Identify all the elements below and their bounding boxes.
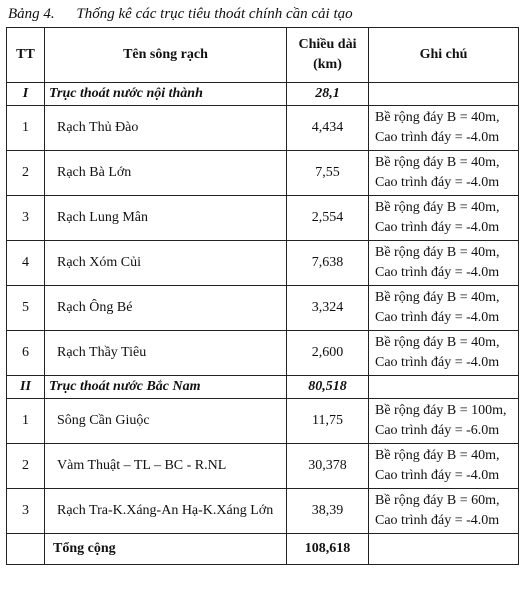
row-note-width: Bề rộng đáy B = 40m, [375,335,500,350]
total-row [7,534,519,565]
row-tt: 1 [7,106,45,151]
row-length: 2,600 [287,331,369,376]
row-note [369,151,519,196]
row-tt: 2 [7,151,45,196]
table-row [7,241,519,286]
row-note [369,331,519,376]
row-tt: 5 [7,286,45,331]
section-row [7,376,519,399]
row-note-width: Bề rộng đáy B = 100m, [375,403,507,418]
row-tt: 4 [7,241,45,286]
row-length: 3,324 [287,286,369,331]
row-note [369,106,519,151]
caption-number: Bảng 4. [8,6,55,22]
row-length: 11,75 [287,399,369,444]
header-length [287,28,369,83]
section-name: Trục thoát nước Bắc Nam [45,376,287,399]
row-name: Vàm Thuật – TL – BC - R.NL [45,444,287,489]
row-name: Rạch Tra-K.Xáng-An Hạ-K.Xáng Lớn [45,489,287,534]
row-note-width: Bề rộng đáy B = 40m, [375,448,500,463]
row-length: 2,554 [287,196,369,241]
row-name: Rạch Xóm Củi [45,241,287,286]
header-name: Tên sông rạch [45,28,287,83]
row-length: 30,378 [287,444,369,489]
table-row [7,399,519,444]
section-tt: II [7,376,45,399]
caption-title: Thống kê các trục tiêu thoát chính cần cải tạo [76,6,353,22]
total-label: Tổng cộng [45,534,287,565]
row-note-elevation: Cao trình đáy = -4.0m [375,130,500,145]
row-note-width: Bề rộng đáy B = 60m, [375,493,500,508]
row-name: Rạch Ông Bé [45,286,287,331]
row-name: Rạch Lung Mân [45,196,287,241]
table-row [7,286,519,331]
table-row [7,489,519,534]
row-note-width: Bề rộng đáy B = 40m, [375,200,500,215]
row-note-elevation: Cao trình đáy = -4.0m [375,355,500,370]
row-length: 7,55 [287,151,369,196]
drainage-table [6,27,519,565]
row-note [369,399,519,444]
row-name: Rạch Thủ Đào [45,106,287,151]
section-note [369,376,519,399]
table-caption [8,3,518,25]
total-note [369,534,519,565]
section-name: Trục thoát nước nội thành [45,83,287,106]
row-length: 4,434 [287,106,369,151]
row-note [369,444,519,489]
row-tt: 6 [7,331,45,376]
row-note-elevation: Cao trình đáy = -4.0m [375,175,500,190]
row-tt: 1 [7,399,45,444]
header-row [7,28,519,83]
row-note [369,286,519,331]
header-note: Ghi chú [369,28,519,83]
row-note-width: Bề rộng đáy B = 40m, [375,155,500,170]
row-tt: 2 [7,444,45,489]
row-note [369,489,519,534]
row-note-elevation: Cao trình đáy = -4.0m [375,265,500,280]
row-note-elevation: Cao trình đáy = -6.0m [375,423,500,438]
section-length: 80,518 [287,376,369,399]
header-tt: TT [7,28,45,83]
row-tt: 3 [7,489,45,534]
total-length: 108,618 [287,534,369,565]
row-note-width: Bề rộng đáy B = 40m, [375,245,500,260]
row-note-elevation: Cao trình đáy = -4.0m [375,310,500,325]
row-tt: 3 [7,196,45,241]
row-note [369,196,519,241]
header-length-line1: Chiều dài [298,37,357,52]
row-note-elevation: Cao trình đáy = -4.0m [375,468,500,483]
section-note [369,83,519,106]
table-row [7,444,519,489]
row-note-width: Bề rộng đáy B = 40m, [375,110,500,125]
row-name: Rạch Bà Lớn [45,151,287,196]
table-row [7,331,519,376]
table-row [7,151,519,196]
section-tt: I [7,83,45,106]
row-note [369,241,519,286]
row-name: Rạch Thầy Tiêu [45,331,287,376]
total-tt [7,534,45,565]
row-note-elevation: Cao trình đáy = -4.0m [375,220,500,235]
section-length: 28,1 [287,83,369,106]
table-row [7,196,519,241]
section-row [7,83,519,106]
row-length: 38,39 [287,489,369,534]
row-name: Sông Cần Giuộc [45,399,287,444]
row-length: 7,638 [287,241,369,286]
row-note-width: Bề rộng đáy B = 40m, [375,290,500,305]
header-length-line2: (km) [313,57,342,72]
table-row [7,106,519,151]
row-note-elevation: Cao trình đáy = -4.0m [375,513,500,528]
